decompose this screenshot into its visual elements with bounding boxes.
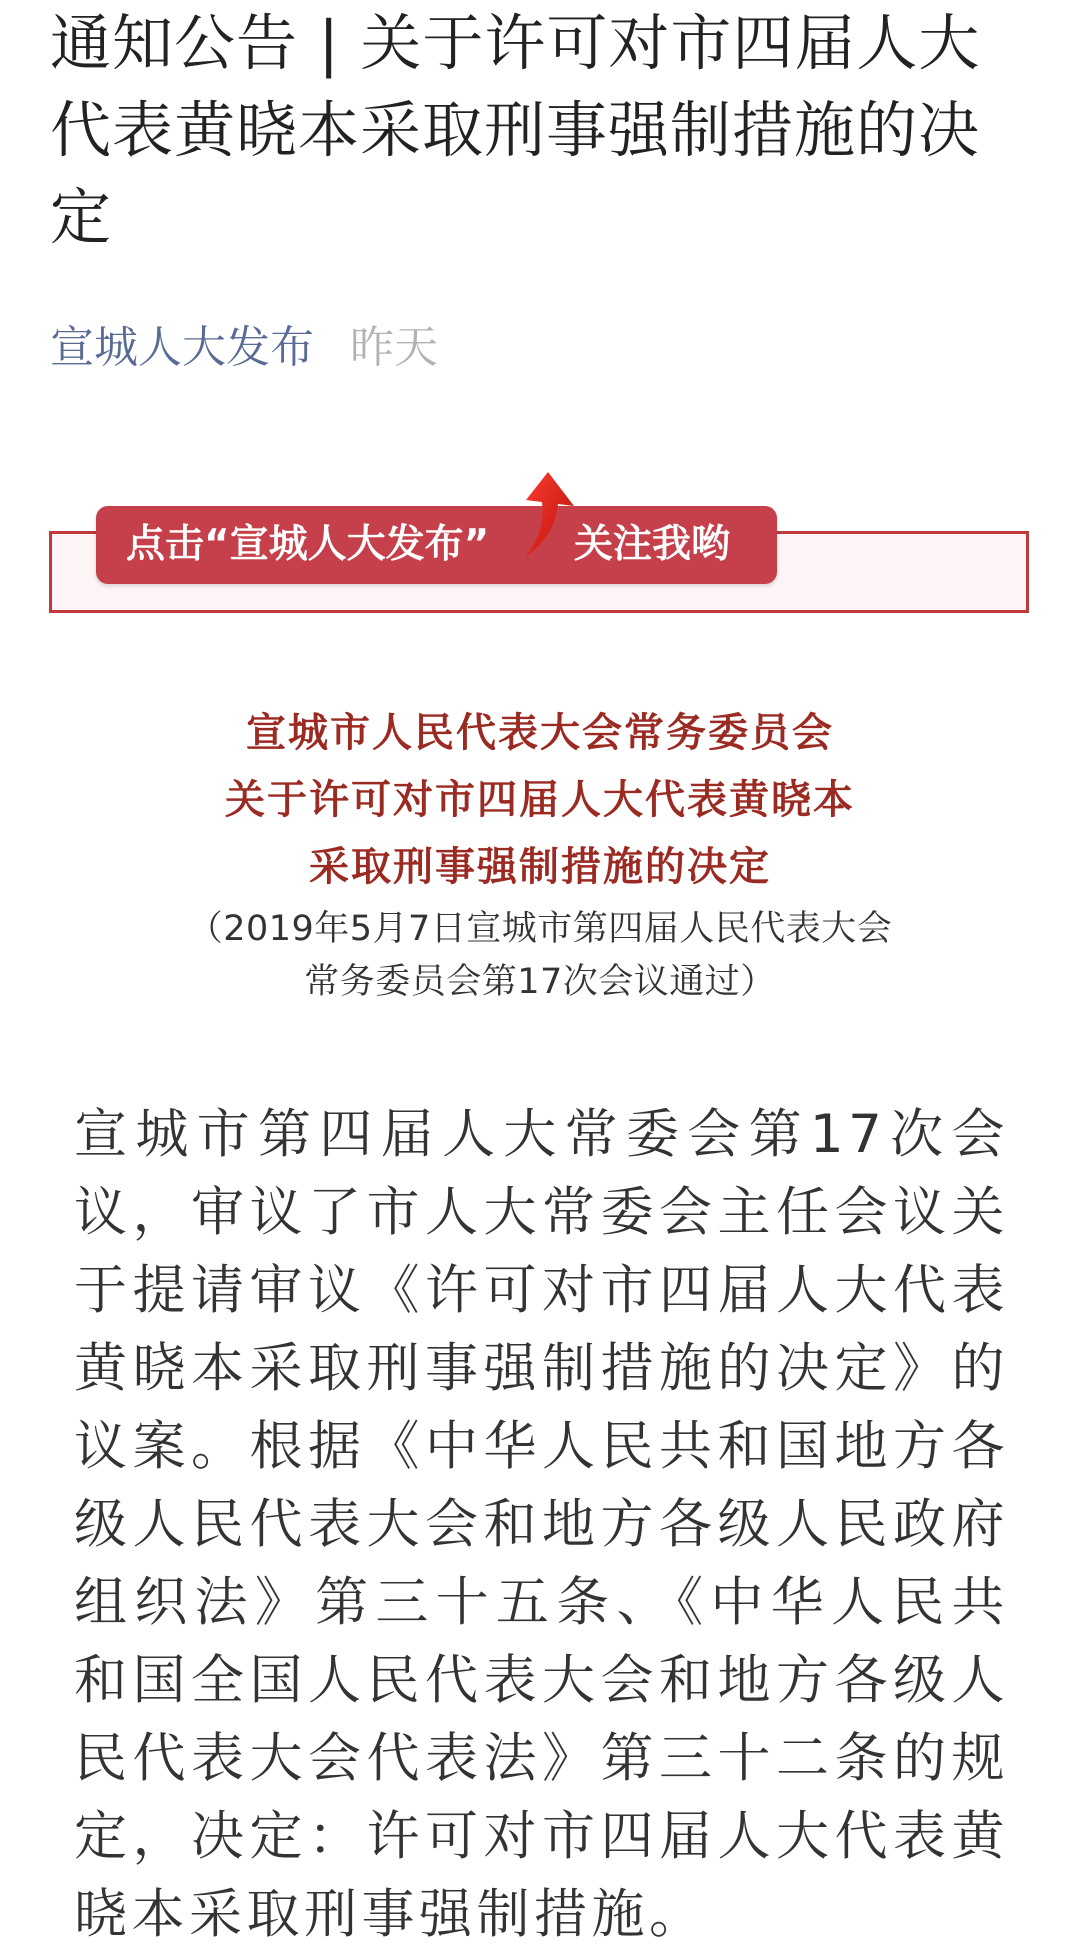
decision-adoption-note: 常务委员会第17次会议通过） <box>304 962 776 1002</box>
arrow-up-icon <box>510 470 580 560</box>
decision-heading-line: 关于许可对市四届人大代表黄晓本 <box>225 777 855 823</box>
decision-heading-line: 采取刑事强制措施的决定 <box>309 844 771 890</box>
decision-adoption-note: （2019年5月7日宣城市第四届人民代表大会 <box>187 909 893 949</box>
article-meta <box>50 318 438 378</box>
decision-heading <box>0 700 1080 1009</box>
follow-banner-cta: 关注我哟 <box>574 522 731 567</box>
follow-banner-text: 点击“宣城人大发布” <box>126 522 490 567</box>
account-name-link[interactable]: 宣城人大发布 <box>50 322 314 373</box>
article-title: 通知公告 | 关于许可对市四届人大代表黄晓本采取刑事强制措施的决定 <box>50 8 981 253</box>
decision-heading-line: 宣城市人民代表大会常务委员会 <box>246 710 834 756</box>
publish-date: 昨天 <box>350 322 438 373</box>
follow-banner[interactable] <box>96 506 777 584</box>
article-body-paragraph: 宣城市第四届人大常委会第17次会议，审议了市人大常委会主任会议关于提请审议《许可对市四届人大代表黄晓本采取刑事强制措施的决定》的议案。根据《中华人民共和国地方各级人民代表大会和地方各级人民政府组织法》第三十五条、《中华人民共和国全国人民代表大会和地方各级人民代表大会代表法》第三十二条的规定，决定：许可对市四届人大代表黄晓本采取刑事强制措施。 <box>74 1104 1009 1945</box>
